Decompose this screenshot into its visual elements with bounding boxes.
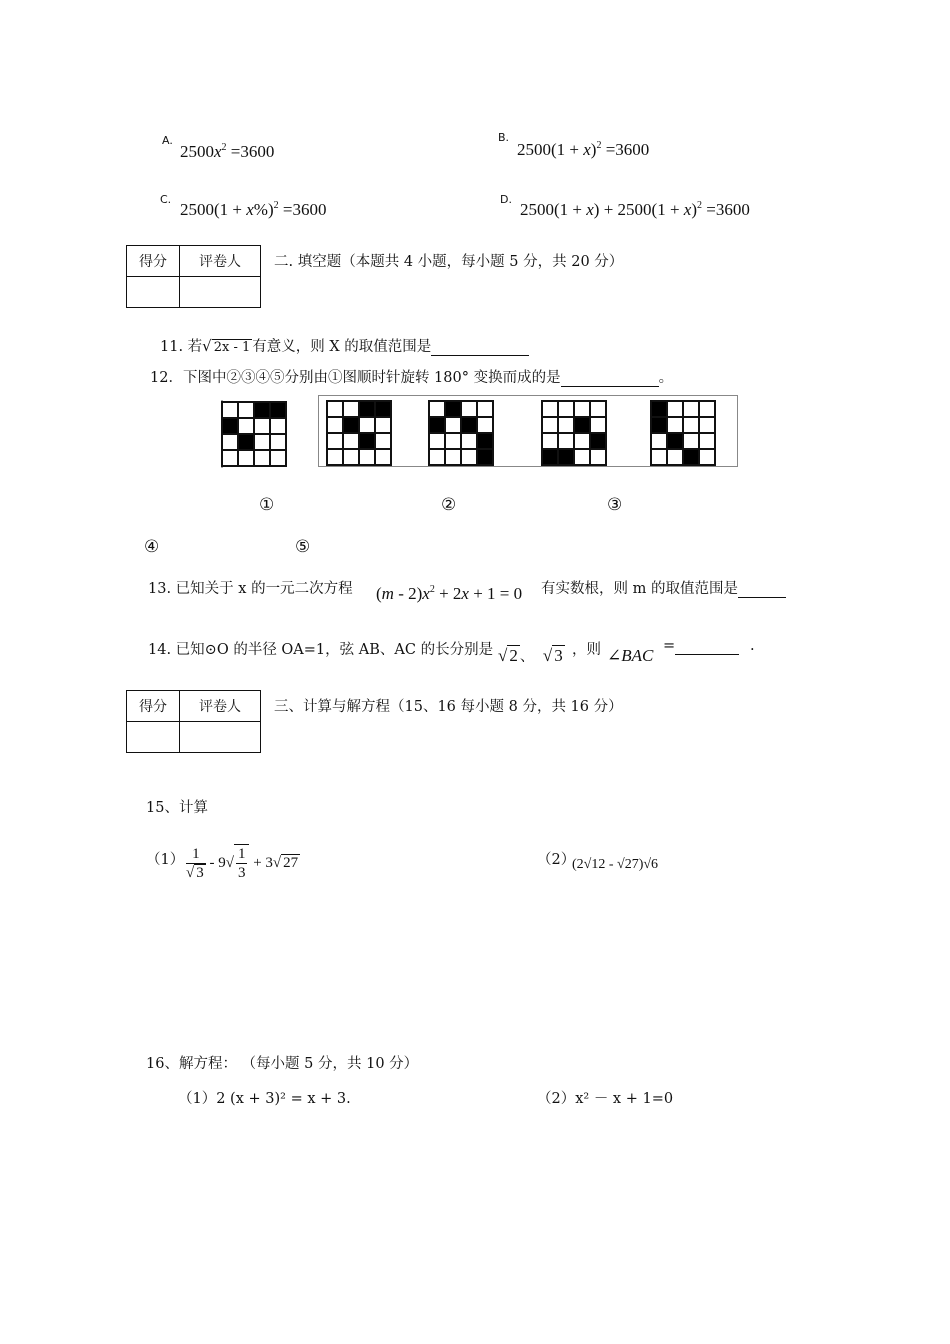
q14-values: √ 2 、 √ 3 xyxy=(498,646,563,665)
figure-2-grid xyxy=(326,400,392,466)
q14-eq: = xyxy=(663,638,676,654)
q13-answer-blank[interactable] xyxy=(738,581,786,598)
q14-separator: 、 xyxy=(519,649,535,665)
q16-part2: （2）x² － x + 1=0 xyxy=(537,1091,674,1107)
figure-label-5: ⑤ xyxy=(295,537,311,557)
option-d-label: D. xyxy=(500,193,512,206)
q15-part2-label: （2） xyxy=(537,852,576,868)
q14-answer-blank[interactable] xyxy=(675,638,739,655)
option-b-label: B. xyxy=(498,131,510,144)
q16-title: 16、解方程： （每小题 5 分，共 10 分） xyxy=(146,1056,419,1072)
grader-cell[interactable] xyxy=(180,277,261,308)
figure-label-2: ② xyxy=(441,495,457,515)
score-header: 得分 xyxy=(127,691,180,722)
question-12 xyxy=(150,366,673,387)
q11-prefix: 11. 若 xyxy=(160,339,203,355)
score-table-section3 xyxy=(126,690,261,753)
option-a-label: A. xyxy=(162,134,173,147)
q13-suffix: 有实数根，则 m 的取值范围是 xyxy=(541,581,738,597)
section3-title: 三、计算与解方程（15、16 每小题 8 分，共 16 分） xyxy=(274,699,623,715)
option-d-expression: $2500(1 + x) + 2500(1 + x)^2 =3600$ xyxy=(520,200,750,219)
figure-5-grid xyxy=(650,400,716,466)
q13-equation: $(m - 2)x^2 + 2x + 1 = 0$ xyxy=(376,584,523,603)
figure-1-grid xyxy=(221,401,287,467)
figure-4-grid xyxy=(541,400,607,466)
q14-prefix: 14. 已知⊙O 的半径 OA=1，弦 AB、AC 的长分别是 xyxy=(148,642,494,658)
option-c-expression: $2500(1 + x\%)^2 =3600$ xyxy=(180,200,327,219)
q14-answer xyxy=(663,638,739,655)
section2-title: 二. 填空题（本题共 4 小题，每小题 5 分，共 20 分） xyxy=(274,254,624,270)
option-a-expression: $2500x^2 =3600$ xyxy=(180,142,275,161)
q12-answer-blank[interactable] xyxy=(561,370,659,387)
q13-prefix: 13. 已知关于 x 的一元二次方程 xyxy=(148,581,353,597)
q15-title: 15、计算 xyxy=(146,800,208,816)
q12-text: 12．下图中②③④⑤分别由①图顺时针旋转 180° 变换而成的是 xyxy=(150,370,561,386)
q15-part2-expression: (2√12 - √27)√6 xyxy=(572,857,659,872)
q12-end: 。 xyxy=(658,370,674,386)
grader-header: 评卷人 xyxy=(180,246,261,277)
q14-radical-1: 2 xyxy=(509,646,518,665)
grader-header: 评卷人 xyxy=(180,691,261,722)
question-11: 11. 若√ 2x - 1 有意义，则 X 的取值范围是 xyxy=(160,335,529,356)
q11-suffix: 有意义，则 X 的取值范围是 xyxy=(252,339,432,355)
q14-radical-2: 3 xyxy=(554,646,563,665)
q11-answer-blank[interactable] xyxy=(431,339,529,356)
option-c-label: C. xyxy=(160,193,172,206)
grader-cell[interactable] xyxy=(180,722,261,753)
q14-mid: ，则 xyxy=(572,642,601,658)
question-13-suffix xyxy=(541,577,786,598)
figure-label-1: ① xyxy=(259,495,275,515)
score-table-section2 xyxy=(126,245,261,308)
q15-part1-label: （1） xyxy=(146,852,185,868)
score-cell[interactable] xyxy=(127,277,180,308)
figure-label-3: ③ xyxy=(607,495,623,515)
q14-angle: ∠BAC xyxy=(607,646,654,665)
score-header: 得分 xyxy=(127,246,180,277)
q15-part1-expression: $\frac{1}{√ 3}$ - 9√ $\frac{1}{3}$ + 3√ 27 xyxy=(186,846,299,881)
q11-radicand: 2x - 1 xyxy=(213,340,251,355)
q14-end: . xyxy=(750,638,755,654)
score-cell[interactable] xyxy=(127,722,180,753)
figure-3-grid xyxy=(428,400,494,466)
q16-part1: （1）2 (x + 3)² = x + 3. xyxy=(178,1091,351,1107)
option-b-expression: $2500(1 + x)^2 =3600$ xyxy=(517,140,650,159)
figure-label-4: ④ xyxy=(144,537,160,557)
